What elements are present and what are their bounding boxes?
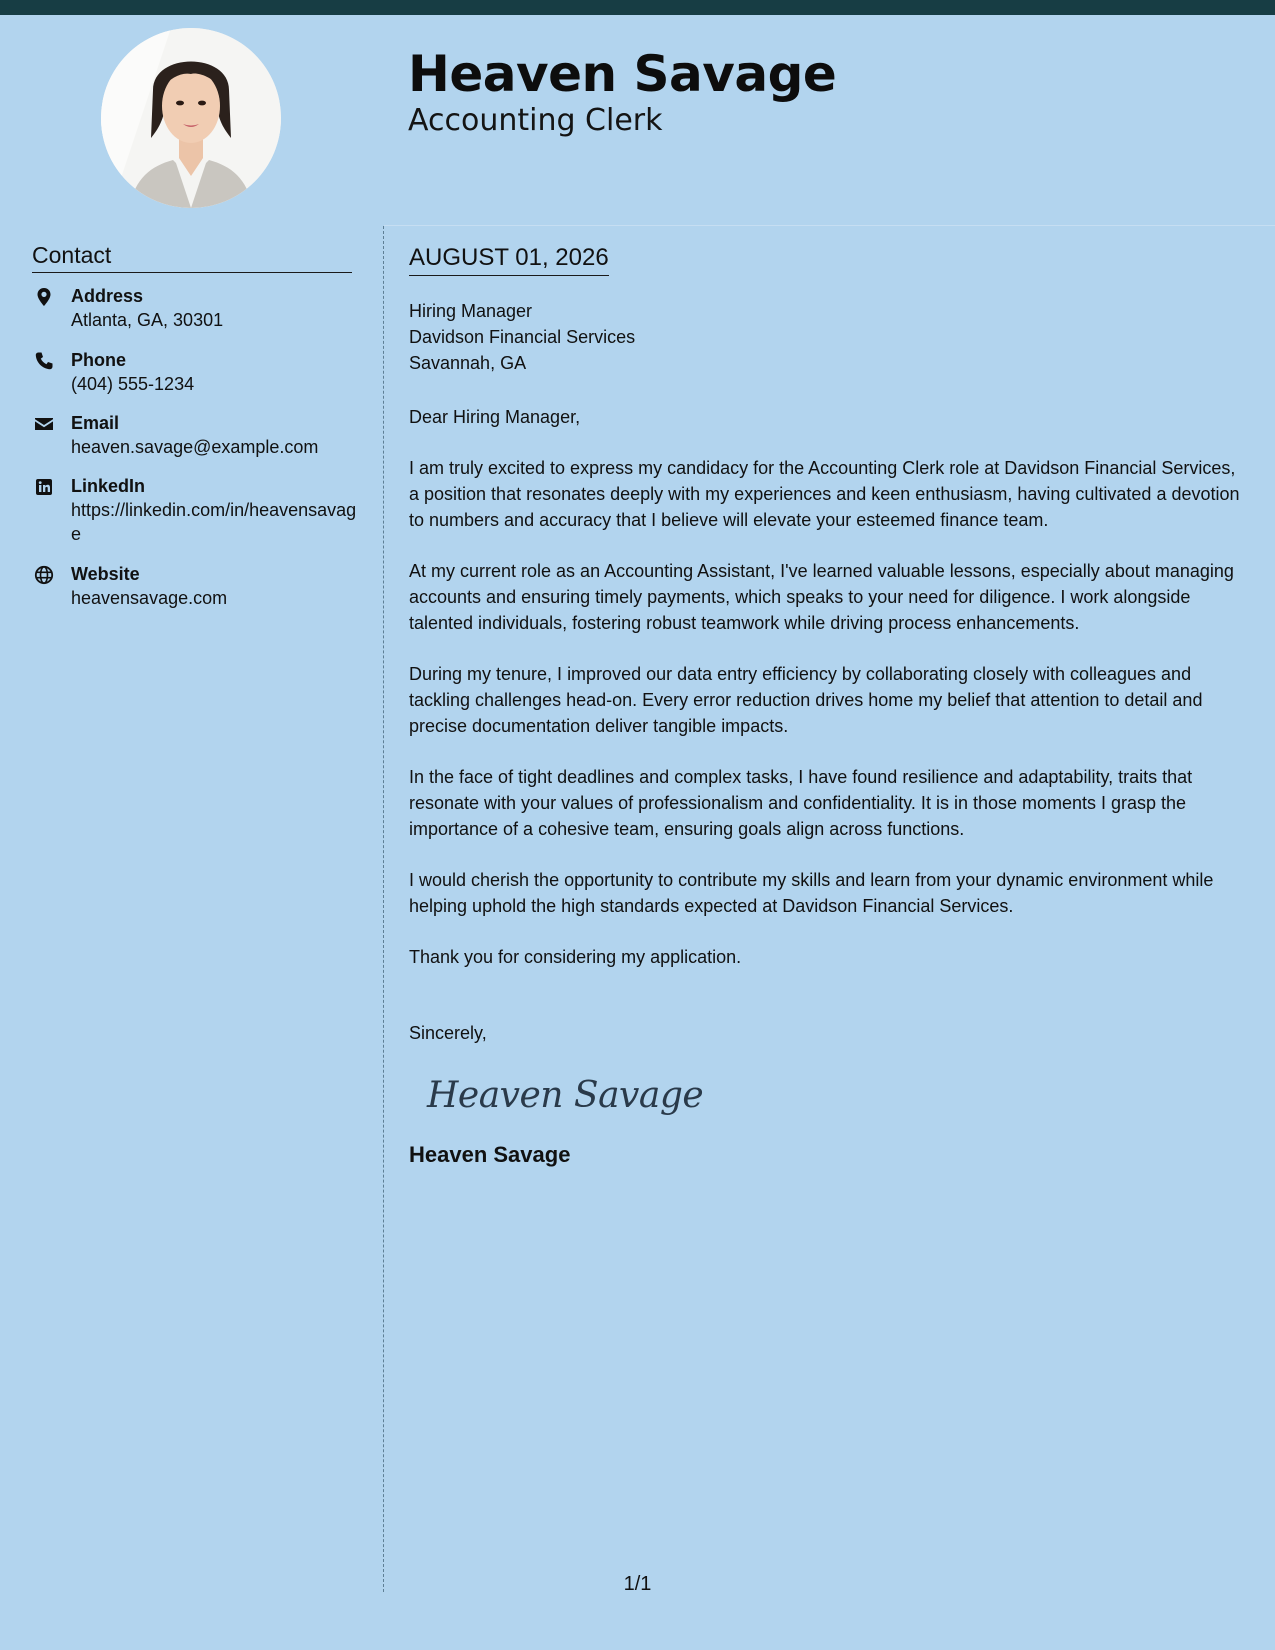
signer-name: Heaven Savage xyxy=(409,1142,571,1167)
header-divider xyxy=(384,225,1275,226)
address-label: Address xyxy=(71,286,144,306)
letter-paragraph: In the face of tight deadlines and complex tasks, I have found resilience and adaptability, traits that resonate with your values of professionalism and confidentiality. It is in those moments I grasp the importance of a cohesive team, ensuring goals align across functions. xyxy=(409,767,1193,839)
letter-paragraph: At my current role as an Accounting Assistant, I've learned valuable lessons, especially about managing accounts and ensuring timely payments, which speaks to your need for diligence. I work alongside talented individuals, fostering robust teamwork while driving process enhancements. xyxy=(409,561,1234,633)
email-label: Email xyxy=(71,413,120,433)
contact-sidebar xyxy=(32,240,357,608)
letter-date: AUGUST 01, 2026 xyxy=(409,242,609,276)
recipient-block xyxy=(409,298,1241,376)
map-pin-icon xyxy=(34,287,54,307)
envelope-icon xyxy=(34,414,54,434)
applicant-name: Heaven Savage xyxy=(408,45,837,103)
recipient-line: Hiring Manager xyxy=(409,301,533,321)
globe-icon xyxy=(34,565,54,585)
letter-paragraph: I am truly excited to express my candidacy for the Accounting Clerk role at Davidson Financial Services, a position that resonates deeply with my experiences and keen enthusiasm, having cultivated a devotion to numbers and accuracy that I believe will elevate your esteemed finance team. xyxy=(409,458,1240,530)
page-number: 1/1 xyxy=(623,1573,652,1595)
recipient-line: Davidson Financial Services xyxy=(409,327,636,347)
column-divider xyxy=(383,226,384,1592)
phone-label: Phone xyxy=(71,350,127,370)
letter-paragraph: During my tenure, I improved our data entry efficiency by collaborating closely with colleagues and tackling challenges head-on. Every error reduction drives home my belief that attention to detail and precise documentation deliver tangible impacts. xyxy=(409,664,1203,736)
closing-line: Sincerely, xyxy=(409,1023,487,1043)
thanks-line: Thank you for considering my application. xyxy=(409,947,742,967)
phone-value: (404) 555-1234 xyxy=(71,374,195,394)
website-value[interactable]: heavensavage.com xyxy=(71,588,228,608)
salutation: Dear Hiring Manager, xyxy=(409,407,581,427)
handwritten-signature: Heaven Savage xyxy=(427,1075,704,1116)
cover-letter-body xyxy=(409,242,1241,1170)
contact-heading: Contact xyxy=(32,240,352,273)
linkedin-label: LinkedIn xyxy=(71,476,146,496)
letter-paragraph: I would cherish the opportunity to contribute my skills and learn from your dynamic environment while helping uphold the high standards expected at Davidson Financial Services. xyxy=(409,870,1214,916)
linkedin-value[interactable]: https://linkedin.com/in/heavensavage xyxy=(71,500,357,544)
email-value[interactable]: heaven.savage@example.com xyxy=(71,437,319,457)
website-label: Website xyxy=(71,564,140,584)
linkedin-icon xyxy=(34,477,54,497)
job-title: Accounting Clerk xyxy=(408,103,663,138)
recipient-line: Savannah, GA xyxy=(409,353,527,373)
profile-photo-illustration xyxy=(101,28,281,208)
address-value: Atlanta, GA, 30301 xyxy=(71,310,224,330)
profile-photo xyxy=(101,28,281,208)
phone-icon xyxy=(34,351,54,371)
top-accent-bar xyxy=(0,0,1275,15)
